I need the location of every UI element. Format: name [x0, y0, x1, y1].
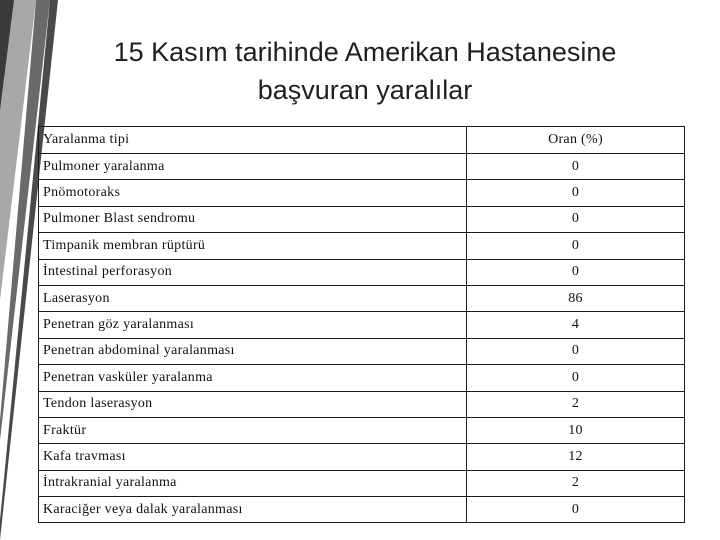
injury-type-cell: Timpanik membran rüptürü [39, 233, 467, 259]
injury-type-cell: İntrakranial yaralanma [39, 470, 467, 496]
injury-type-cell: Tendon laserasyon [39, 391, 467, 417]
injury-type-cell: Pulmoner yaralanma [39, 154, 467, 180]
rate-cell: 12 [467, 444, 685, 470]
rate-cell: 0 [467, 154, 685, 180]
slide-title-line-1: 15 Kasım tarihinde Amerikan Hastanesine [113, 37, 617, 67]
injury-type-cell: Laserasyon [39, 285, 467, 311]
injury-type-cell: Penetran göz yaralanması [39, 312, 467, 338]
rate-cell: 0 [467, 338, 685, 364]
rate-cell: 0 [467, 180, 685, 206]
table-row [39, 233, 685, 259]
table-header-row [39, 127, 685, 154]
injury-type-cell: Penetran abdominal yaralanması [39, 338, 467, 364]
table-row [39, 497, 685, 523]
rate-cell: 2 [467, 391, 685, 417]
rate-cell: 0 [467, 365, 685, 391]
injury-type-cell: Karaciğer veya dalak yaralanması [39, 497, 467, 523]
table-row [39, 365, 685, 391]
table-row [39, 417, 685, 443]
injury-type-cell: Pnömotoraks [39, 180, 467, 206]
table-row [39, 285, 685, 311]
table-row [39, 312, 685, 338]
injury-type-cell: Penetran vasküler yaralanma [39, 365, 467, 391]
table-row [39, 391, 685, 417]
rate-cell: 4 [467, 312, 685, 338]
rate-cell: 10 [467, 417, 685, 443]
table-row [39, 180, 685, 206]
rate-cell: 0 [467, 497, 685, 523]
rate-cell: 0 [467, 206, 685, 232]
table-row [39, 154, 685, 180]
injury-type-cell: Pulmoner Blast sendromu [39, 206, 467, 232]
slide-title-line-2: başvuran yaralılar [257, 75, 473, 105]
rate-cell: 86 [467, 285, 685, 311]
injury-type-cell: Kafa travması [39, 444, 467, 470]
table-row [39, 444, 685, 470]
injury-table [38, 126, 685, 523]
rate-cell: 0 [467, 259, 685, 285]
injury-type-cell: Fraktür [39, 417, 467, 443]
table-row [39, 206, 685, 232]
table-row [39, 470, 685, 496]
table-row [39, 259, 685, 285]
header-rate: Oran (%) [467, 127, 685, 154]
slide-title [40, 33, 690, 109]
header-injury-type: Yaralanma tipi [39, 127, 467, 154]
rate-cell: 0 [467, 233, 685, 259]
rate-cell: 2 [467, 470, 685, 496]
injury-type-cell: İntestinal perforasyon [39, 259, 467, 285]
table-row [39, 338, 685, 364]
